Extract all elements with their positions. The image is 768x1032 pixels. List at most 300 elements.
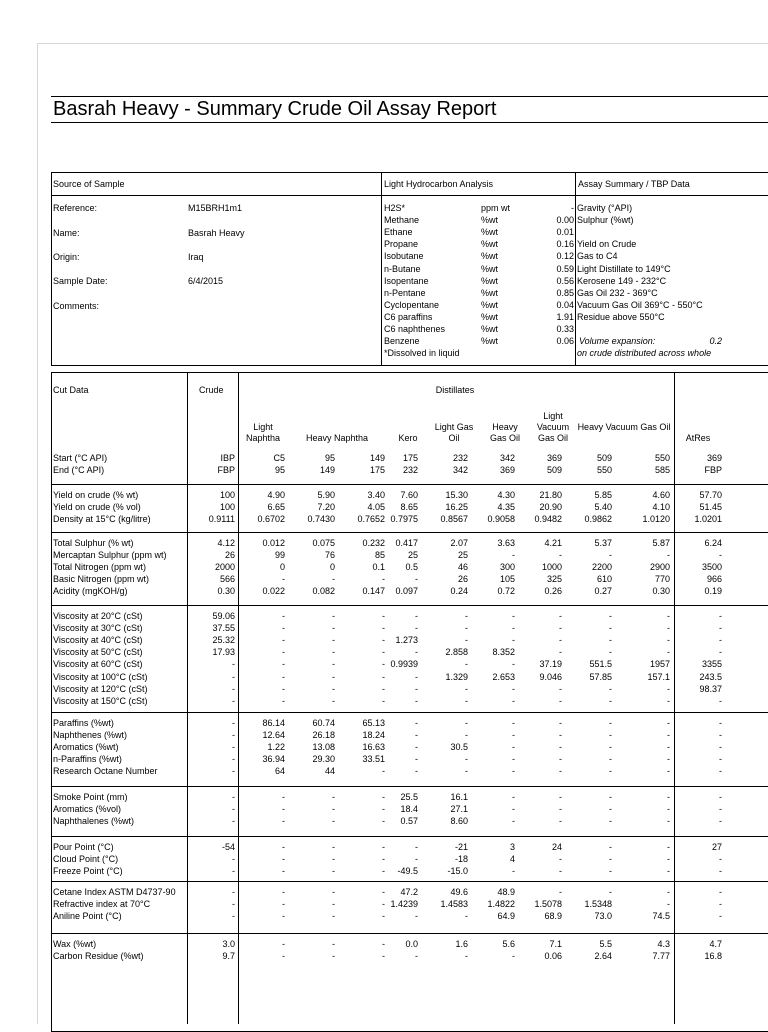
cut-cell: -: [559, 611, 562, 621]
cut-cell: -: [232, 730, 235, 741]
cut-cell: -: [609, 647, 612, 658]
cut-row-label: Paraffins (%wt): [53, 718, 114, 728]
light-hc-name: Propane: [384, 239, 419, 250]
cut-cell: -: [609, 816, 612, 827]
cut-cell: -: [415, 854, 418, 865]
cut-cell: 18.24: [362, 730, 385, 741]
cut-cell: -: [512, 718, 515, 728]
header-kero: Kero: [398, 433, 418, 443]
cut-cell: -: [232, 718, 235, 728]
header-atres: AtRes: [685, 433, 711, 443]
sample-value: Basrah Heavy: [188, 228, 245, 238]
cut-cell: 25: [457, 550, 468, 561]
cut-cell: 0.24: [450, 586, 468, 597]
cut-cell: 2200: [591, 562, 612, 573]
sample-label: Origin:: [53, 252, 80, 262]
cut-cell: -: [512, 730, 515, 741]
light-hc-unit: %wt: [481, 275, 499, 286]
cut-cell: 4.7: [709, 939, 722, 949]
light-hc-value: 1.91: [556, 311, 574, 322]
assay-summary-item: Yield on Crude: [577, 239, 637, 250]
cut-cell: -: [232, 911, 235, 922]
cut-cell: 0.9111: [208, 514, 235, 525]
cut-cell: -: [512, 816, 515, 827]
cut-cell: -: [415, 766, 418, 777]
light-hc-value: 0.00: [556, 215, 574, 226]
cut-cell: 7.1: [549, 939, 562, 949]
cut-cell: -: [719, 718, 722, 728]
cut-cell: -: [512, 766, 515, 777]
sample-label: Comments:: [53, 301, 100, 311]
cut-cell: 1.4583: [440, 899, 468, 910]
cut-cell: -: [512, 792, 515, 802]
light-hc-unit: %wt: [481, 336, 499, 347]
cut-row-label: Viscosity at 20°C (cSt): [53, 611, 143, 621]
cut-cell: 16.1: [450, 792, 468, 802]
cut-cell: 149: [369, 453, 385, 463]
cut-cell: -: [382, 816, 385, 827]
cut-row-label: Yield on crude (% wt): [53, 490, 139, 500]
light-hc-heading: Light Hydrocarbon Analysis: [384, 179, 494, 189]
light-hc-unit: %wt: [481, 227, 499, 238]
cut-cell: -: [667, 683, 670, 694]
cut-cell: -: [465, 695, 468, 706]
light-hc-name: n-Butane: [384, 263, 421, 274]
header-heavy-vacuum-gas-oil: Heavy Vacuum Gas Oil: [577, 422, 671, 432]
cut-cell: 5.85: [594, 490, 612, 500]
cut-row-label: Cetane Index ASTM D4737-90: [53, 887, 176, 897]
light-hc-value: 0.59: [556, 263, 574, 274]
cut-cell: 17.93: [212, 647, 235, 658]
cut-cell: -: [719, 766, 722, 777]
header-heavy-gas-oil: Heavy Gas Oil: [489, 422, 520, 443]
cut-cell: 509: [596, 453, 612, 463]
header-heavy-naphtha: Heavy Naphtha: [305, 433, 369, 443]
cut-cell: -21: [454, 842, 468, 852]
cut-cell: -: [609, 611, 612, 621]
light-hc-value: 0.06: [556, 336, 574, 347]
light-hc-unit: ppm wt: [481, 203, 511, 213]
cut-cell: -: [667, 816, 670, 827]
cut-cell: -: [559, 623, 562, 634]
cut-cell: 0.30: [652, 586, 670, 597]
cut-cell: -: [415, 730, 418, 741]
cut-cell: 6.24: [704, 538, 722, 548]
cut-cell: 95: [274, 465, 285, 476]
cut-cell: -: [282, 842, 285, 852]
cut-row-label: Total Sulphur (% wt): [53, 538, 134, 548]
cut-cell: -: [609, 842, 612, 852]
cut-cell: 0.9939: [390, 659, 418, 670]
cut-cell: 33.51: [362, 754, 385, 765]
cut-cell: 0.0: [405, 939, 418, 949]
cut-cell: 0.7975: [390, 514, 418, 525]
cut-cell: -: [512, 550, 515, 561]
assay-summary-item: Vacuum Gas Oil 369°C - 550°C: [577, 299, 703, 310]
cut-cell: -: [667, 611, 670, 621]
cut-cell: -: [667, 866, 670, 877]
cut-cell: 0.5: [405, 562, 418, 573]
cut-cell: -: [282, 611, 285, 621]
cut-cell: -: [282, 635, 285, 646]
cut-cell: 48.9: [497, 887, 515, 897]
cut-cell: -: [719, 635, 722, 646]
cut-cell: -: [559, 647, 562, 658]
cut-cell: FBP: [217, 465, 235, 476]
cut-cell: -: [382, 659, 385, 670]
cut-row-label: n-Paraffins (%wt): [53, 754, 122, 765]
light-hc-name: H2S*: [384, 203, 406, 213]
cut-cell: -: [465, 635, 468, 646]
cut-cell: -: [559, 635, 562, 646]
assay-summary-heading: Assay Summary / TBP Data: [578, 179, 690, 189]
cut-cell: 300: [499, 562, 515, 573]
cut-cell: -: [465, 611, 468, 621]
light-hc-unit: %wt: [481, 263, 499, 274]
assay-summary-item: Gas Oil 232 - 369°C: [577, 287, 658, 298]
cut-cell: -: [559, 792, 562, 802]
cut-cell: 64.9: [497, 911, 515, 922]
cut-cell: -: [512, 611, 515, 621]
cut-cell: 325: [546, 574, 562, 585]
cut-row-label: Naphthalenes (%wt): [53, 816, 135, 827]
cut-cell: -: [382, 695, 385, 706]
cut-cell: -: [382, 951, 385, 962]
cut-data-label: Cut Data: [53, 385, 89, 395]
cut-cell: 26: [224, 550, 235, 561]
cut-cell: 2900: [649, 562, 670, 573]
assay-summary-item: Kerosene 149 - 232°C: [577, 275, 667, 286]
cut-cell: 0.26: [544, 586, 562, 597]
cut-cell: -: [609, 550, 612, 561]
sample-value: 6/4/2015: [188, 276, 224, 286]
cut-cell: -: [559, 683, 562, 694]
cut-cell: -: [609, 623, 612, 634]
light-hc-footnote: *Dissolved in liquid: [384, 348, 460, 359]
cut-cell: -: [282, 939, 285, 949]
cut-cell: -: [382, 854, 385, 865]
group-separator: [51, 532, 768, 533]
light-hc-unit: %wt: [481, 287, 499, 298]
cut-cell: -: [332, 911, 335, 922]
cut-row-label: Acidity (mgKOH/g): [53, 586, 128, 597]
cut-cell: -54: [221, 842, 235, 852]
cut-cell: 157.1: [647, 671, 670, 682]
cut-cell: -: [415, 695, 418, 706]
cut-row-label: Research Octane Number: [53, 766, 158, 777]
cut-cell: 1.0201: [694, 514, 722, 525]
crude-column-divider: [187, 372, 188, 1024]
cut-row-label: Total Nitrogen (ppm wt): [53, 562, 147, 573]
cut-cell: 73.0: [594, 911, 612, 922]
cut-cell: 0.7430: [307, 514, 335, 525]
cut-cell: 21.80: [539, 490, 562, 500]
cut-cell: 65.13: [362, 718, 385, 728]
cut-row-label: Density at 15°C (kg/litre): [53, 514, 151, 525]
cut-cell: -: [512, 804, 515, 815]
cut-cell: -: [512, 635, 515, 646]
cut-cell: -: [465, 730, 468, 741]
cut-row-label: Yield on crude (% vol): [53, 502, 141, 513]
cut-cell: -: [382, 623, 385, 634]
cut-cell: 551.5: [589, 659, 612, 670]
cut-cell: 1.5078: [534, 899, 562, 910]
cut-cell: -: [559, 766, 562, 777]
light-hc-name: C6 naphthenes: [384, 324, 446, 334]
cut-cell: 2.653: [492, 671, 515, 682]
cut-cell: -: [282, 695, 285, 706]
cut-cell: -: [512, 951, 515, 962]
cut-cell: -: [609, 754, 612, 765]
cut-cell: -: [332, 792, 335, 802]
cut-cell: 0.72: [497, 586, 515, 597]
cut-cell: 76: [324, 550, 335, 561]
cut-cell: -: [512, 866, 515, 877]
group-separator: [51, 484, 768, 485]
cut-cell: -: [332, 647, 335, 658]
cut-cell: -: [282, 683, 285, 694]
cut-cell: -: [382, 635, 385, 646]
cut-cell: -: [332, 623, 335, 634]
cut-cell: 5.40: [594, 502, 612, 513]
cut-cell: -: [609, 730, 612, 741]
cut-cell: -: [332, 951, 335, 962]
light-hc-value: 0.04: [556, 299, 574, 310]
cut-cell: 98.37: [699, 683, 722, 694]
cut-cell: -: [382, 866, 385, 877]
cut-cell: 105: [499, 574, 515, 585]
cut-row-label: Mercaptan Sulphur (ppm wt): [53, 550, 167, 561]
cut-cell: -: [609, 766, 612, 777]
cut-cell: 15.30: [445, 490, 468, 500]
cut-cell: 1000: [541, 562, 562, 573]
light-hc-value: 0.33: [556, 324, 574, 334]
cut-cell: -: [719, 611, 722, 621]
cut-cell: 3.0: [222, 939, 235, 949]
atres-column-divider: [674, 372, 675, 1024]
cut-row-label: End (°C API): [53, 465, 105, 476]
cut-row-label: Refractive index at 70°C: [53, 899, 151, 910]
cut-cell: 0.082: [312, 586, 335, 597]
cut-cell: 0.075: [312, 538, 335, 548]
cut-cell: 8.60: [450, 816, 468, 827]
cut-cell: 2000: [214, 562, 235, 573]
cut-row-label: Cloud Point (°C): [53, 854, 119, 865]
cut-cell: 1.6: [455, 939, 468, 949]
light-hc-name: Ethane: [384, 227, 413, 238]
cut-cell: 0.57: [400, 816, 418, 827]
cut-cell: -49.5: [397, 866, 418, 877]
cut-cell: 4.35: [497, 502, 515, 513]
group-separator: [51, 836, 768, 837]
cut-cell: -: [512, 754, 515, 765]
cut-cell: 0.27: [594, 586, 612, 597]
cut-cell: 4.10: [652, 502, 670, 513]
cut-cell: -: [332, 683, 335, 694]
cut-cell: -: [232, 754, 235, 765]
cut-cell: 7.20: [317, 502, 335, 513]
group-separator: [51, 881, 768, 882]
group-separator: [51, 933, 768, 934]
cut-cell: 36.94: [262, 754, 285, 765]
cut-row-label: Carbon Residue (%wt): [53, 951, 144, 962]
sample-label: Name:: [53, 228, 80, 238]
sample-value: M15BRH1m1: [188, 203, 243, 213]
cut-cell: 9.7: [222, 951, 235, 962]
cut-cell: -: [382, 647, 385, 658]
cut-cell: 99: [274, 550, 285, 561]
cut-row-label: Aromatics (%wt): [53, 742, 119, 753]
cut-cell: 585: [654, 465, 670, 476]
cut-cell: -: [559, 730, 562, 741]
cut-cell: -: [382, 911, 385, 922]
cut-cell: -: [382, 574, 385, 585]
header-light-gas-oil: Light Gas Oil: [434, 422, 474, 443]
cut-cell: -: [332, 866, 335, 877]
cut-cell: -: [667, 766, 670, 777]
cut-cell: IBP: [220, 453, 235, 463]
cut-cell: 0.1: [372, 562, 385, 573]
cut-cell: 25.32: [212, 635, 235, 646]
cut-cell: -: [667, 647, 670, 658]
cut-cell: -: [332, 659, 335, 670]
cut-cell: -: [667, 899, 670, 910]
cut-cell: 4.30: [497, 490, 515, 500]
cut-cell: 1.0120: [642, 514, 670, 525]
cut-cell: 27: [711, 842, 722, 852]
cut-cell: 0.06: [544, 951, 562, 962]
cut-cell: -: [559, 887, 562, 897]
cut-cell: 0.19: [704, 586, 722, 597]
cut-cell: -: [415, 647, 418, 658]
cut-cell: -: [282, 854, 285, 865]
cut-cell: -: [465, 623, 468, 634]
title-rule-bottom: [51, 122, 768, 123]
cut-cell: -: [382, 792, 385, 802]
cut-cell: -: [667, 792, 670, 802]
cut-row-label: Basic Nitrogen (ppm wt): [53, 574, 150, 585]
cut-cell: -: [282, 866, 285, 877]
cut-cell: -: [609, 792, 612, 802]
cut-cell: -: [232, 766, 235, 777]
cut-cell: 95: [324, 453, 335, 463]
cut-cell: 369: [499, 465, 515, 476]
cut-cell: 64: [274, 766, 285, 777]
cut-cell: -: [232, 683, 235, 694]
cut-cell: -18: [454, 854, 468, 865]
cut-cell: -: [719, 742, 722, 753]
header-light-naphtha: Light Naphtha: [245, 422, 281, 443]
cut-cell: -: [415, 683, 418, 694]
cut-cell: 37.19: [539, 659, 562, 670]
light-hc-value: -: [571, 203, 574, 213]
cut-cell: 5.90: [317, 490, 335, 500]
sample-label: Reference:: [53, 203, 98, 213]
cut-cell: -: [465, 911, 468, 922]
light-hc-name: n-Pentane: [384, 287, 426, 298]
assay-summary-item: Light Distillate to 149°C: [577, 263, 671, 274]
cut-cell: -: [609, 695, 612, 706]
cut-row-label: Freeze Point (°C): [53, 866, 123, 877]
cut-cell: -: [382, 671, 385, 682]
cut-cell: 1.4822: [487, 899, 515, 910]
cut-cell: 1.4239: [390, 899, 418, 910]
cut-cell: 7.60: [400, 490, 418, 500]
cut-cell: -: [232, 854, 235, 865]
assay-summary-item: Gas to C4: [577, 251, 618, 262]
cut-cell: -: [232, 899, 235, 910]
cut-cell: 27.1: [450, 804, 468, 815]
cut-cell: -: [415, 718, 418, 728]
cut-cell: 18.4: [400, 804, 418, 815]
cut-cell: -: [667, 842, 670, 852]
source-of-sample-heading: Source of Sample: [53, 179, 125, 189]
cut-cell: -: [667, 718, 670, 728]
sample-label: Sample Date:: [53, 276, 108, 286]
cut-cell: 5.5: [599, 939, 612, 949]
cut-cell: 5.87: [652, 538, 670, 548]
cut-cell: -: [382, 804, 385, 815]
cut-cell: 550: [596, 465, 612, 476]
cut-cell: -: [282, 659, 285, 670]
cut-cell: 30.5: [450, 742, 468, 753]
cut-cell: -: [719, 695, 722, 706]
cut-cell: 509: [546, 465, 562, 476]
cut-cell: -: [232, 866, 235, 877]
cut-cell: -: [332, 695, 335, 706]
light-hc-value: 0.01: [556, 227, 574, 238]
cut-cell: 49.6: [450, 887, 468, 897]
cut-cell: -: [332, 574, 335, 585]
cut-cell: 16.8: [704, 951, 722, 962]
sample-value: Iraq: [188, 252, 204, 262]
cut-cell: 29.30: [312, 754, 335, 765]
volume-expansion-value: 0.2: [709, 336, 722, 347]
cut-cell: 26.18: [312, 730, 335, 741]
cut-cell: 770: [654, 574, 670, 585]
cut-cell: 59.06: [212, 611, 235, 621]
cut-cell: -: [609, 887, 612, 897]
cut-cell: -: [512, 683, 515, 694]
cut-cell: -: [465, 951, 468, 962]
cut-cell: 13.08: [312, 742, 335, 753]
light-hc-name: Methane: [384, 215, 420, 226]
cut-cell: -: [719, 754, 722, 765]
cut-cell: 6.65: [267, 502, 285, 513]
light-hc-unit: %wt: [481, 299, 499, 310]
cut-row-label: Viscosity at 60°C (cSt): [53, 659, 143, 670]
cut-cell: 25: [407, 550, 418, 561]
cut-cell: 60.74: [312, 718, 335, 728]
cut-cell: -: [719, 647, 722, 658]
cut-cell: -: [609, 683, 612, 694]
cut-cell: -: [559, 550, 562, 561]
cut-row-label: Wax (%wt): [53, 939, 97, 949]
cut-cell: -: [719, 866, 722, 877]
sample-info-divider-1: [381, 172, 382, 366]
cut-cell: -: [415, 611, 418, 621]
cut-cell: 2.858: [445, 647, 468, 658]
cut-cell: 26: [457, 574, 468, 585]
cut-cell: -: [332, 842, 335, 852]
cut-cell: 3355: [701, 659, 722, 670]
cut-cell: -: [332, 887, 335, 897]
cut-cell: 2.64: [594, 951, 612, 962]
cut-cell: -: [415, 951, 418, 962]
cut-cell: 3500: [701, 562, 722, 573]
cut-cell: -: [609, 866, 612, 877]
cut-cell: 9.046: [539, 671, 562, 682]
